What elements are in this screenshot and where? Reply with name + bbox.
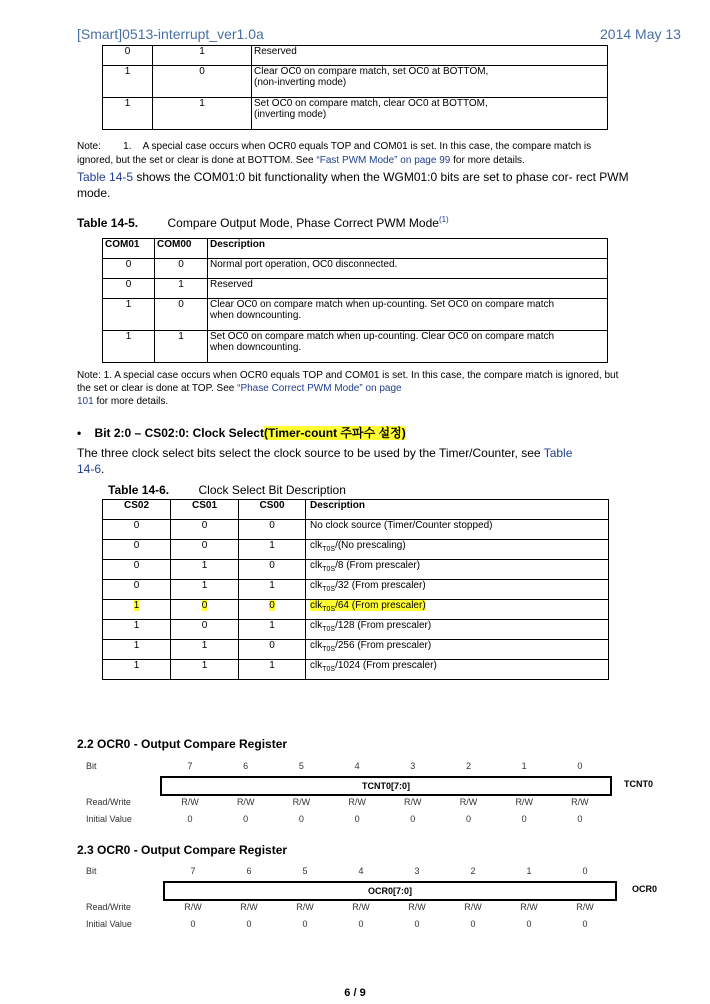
rw-value: R/W [296, 902, 314, 912]
clock-subscript: T0S [322, 546, 336, 553]
cell-text: 1 [269, 660, 275, 671]
bit-number: 3 [410, 761, 416, 771]
table-cell [171, 560, 239, 580]
doc-title: [Smart]0513-interrupt_ver1.0a [77, 26, 264, 42]
clock-text: clk [310, 600, 323, 611]
cell-text: 0 [201, 520, 208, 531]
table-row [103, 331, 608, 363]
heading-text: Bit 2:0 – CS02:0: Clock Select [94, 426, 264, 440]
register-field: OCR0[7:0] [163, 881, 617, 901]
clock-text: /1024 (From prescaler) [335, 660, 437, 671]
cell-text: 0 [269, 560, 275, 571]
register-name: OCR0 [632, 884, 658, 894]
initial-value: 0 [298, 814, 304, 824]
note-text: the set or clear is done at TOP. See [77, 383, 238, 394]
table-cell [239, 640, 306, 660]
cell-text: 0 [269, 640, 275, 651]
rw-value: R/W [459, 797, 478, 807]
bit-number: 7 [187, 761, 193, 771]
table-row [103, 640, 609, 660]
cell-text: 1 [201, 580, 208, 591]
rw-value: R/W [576, 902, 594, 912]
table-row [103, 98, 608, 130]
table-cell [208, 299, 608, 331]
table-row [103, 580, 609, 600]
clock-text: clk [310, 560, 323, 571]
reg2-title: 2.3 OCR0 - Output Compare Register [77, 843, 288, 857]
cell-text: 0 [201, 600, 208, 611]
table-cell [239, 540, 306, 560]
table-row [103, 560, 609, 580]
table-cell [103, 580, 171, 600]
cell-text: 0 [133, 520, 140, 531]
table-label: Table 14-6. [108, 483, 170, 497]
column-header: Description [208, 239, 608, 259]
column-header: COM01 [103, 239, 155, 259]
table-cell [306, 660, 609, 680]
note-text: for more details. [93, 396, 169, 407]
table-cell: 0 [155, 299, 208, 331]
table-cell [306, 620, 609, 640]
table-cell [239, 580, 306, 600]
table-cell [208, 331, 608, 363]
highlighted-note: (Timer-count 주파수 설정) [263, 426, 406, 440]
initial-value: 0 [414, 919, 420, 929]
rw-value: R/W [520, 902, 538, 912]
rw-value: R/W [236, 797, 255, 807]
cell-text [310, 560, 420, 571]
cell-text: Set OC0 on compare match when up-counting. Clear OC0 on compare match [210, 331, 555, 342]
bit-number: 5 [298, 761, 304, 771]
clock-text: /(No prescaling) [335, 540, 406, 551]
table-14-5 [102, 238, 608, 363]
table-cell: 0 [103, 259, 155, 279]
cell-text: 1 [201, 560, 208, 571]
rw-value: R/W [352, 902, 370, 912]
cell-text: when downcounting. [210, 310, 302, 321]
register-field: TCNT0[7:0] [160, 776, 612, 796]
column-header: COM00 [155, 239, 208, 259]
clock-subscript: T0S [322, 566, 336, 573]
table-cell [171, 660, 239, 680]
table-row [103, 299, 608, 331]
cell-text [310, 540, 406, 551]
cell-text: (non-inverting mode) [254, 77, 347, 88]
table-cell [103, 640, 171, 660]
note-number: 1. [123, 141, 132, 152]
initial-value: 0 [410, 814, 416, 824]
table-cell: Normal port operation, OC0 disconnected. [208, 259, 608, 279]
initial-value: 0 [354, 814, 360, 824]
rw-value: R/W [348, 797, 366, 807]
rw-label: Read/Write [86, 797, 131, 807]
table-14-6-link[interactable]: 14-6 [77, 462, 102, 476]
cell-text: 1 [201, 660, 208, 671]
table-row [103, 279, 608, 299]
note-text: Note: 1. A special case occurs when OCR0 equals TOP and COM01 is set. In this case, the compare match is ignored, but [77, 370, 619, 381]
cell-text: Clear OC0 on compare match, set OC0 at BOTTOM, [254, 66, 489, 77]
table-cell: Reserved [208, 279, 608, 299]
initial-value-label: Initial Value [86, 919, 132, 929]
initial-value-label: Initial Value [86, 814, 132, 824]
table-cell [306, 600, 609, 620]
table-cell [103, 600, 171, 620]
note-text: A special case occurs when OCR0 equals TOP and COM01 is set. In this case, the compare match is [142, 141, 592, 152]
table-cell [306, 540, 609, 560]
page-number: 6 / 9 [344, 987, 366, 999]
rw-value: R/W [464, 902, 482, 912]
cell-text: 0 [133, 580, 140, 591]
note-phase-correct [77, 369, 677, 408]
table-cell [171, 640, 239, 660]
table-14-6-link[interactable]: Table [543, 446, 573, 460]
table-cell [171, 580, 239, 600]
column-header: CS00 [239, 500, 306, 520]
table-row [103, 259, 608, 279]
table-cell [171, 520, 239, 540]
table-cell [306, 580, 609, 600]
note-fast-pwm [77, 140, 677, 168]
cell-text: Set OC0 on compare match, clear OC0 at BOTTOM, [254, 98, 488, 109]
clock-text: clk [310, 540, 323, 551]
bit-number: 1 [521, 761, 527, 771]
cell-text: 1 [269, 580, 275, 591]
para-text: . [101, 462, 105, 476]
table-cell [103, 520, 171, 540]
rw-value: R/W [404, 797, 422, 807]
table-cell: 1 [155, 331, 208, 363]
cell-text: when downcounting. [210, 342, 302, 353]
table-cell: 1 [103, 331, 155, 363]
cell-text: 0 [201, 540, 208, 551]
table-cell: 0 [103, 279, 155, 299]
clock-text: clk [310, 660, 323, 671]
table-cell: 1 [155, 279, 208, 299]
bit-number: 0 [582, 866, 588, 876]
cell-text [310, 620, 431, 631]
table-cell [252, 66, 608, 98]
cell-text: Clear OC0 on compare match when up-counting. Set OC0 on compare match [210, 299, 555, 310]
table-top [102, 45, 608, 130]
initial-value: 0 [582, 919, 588, 929]
clock-text: clk [310, 620, 323, 631]
cell-text: 1 [133, 640, 140, 651]
para-table-14-5 [77, 169, 677, 201]
table-cell [239, 620, 306, 640]
clock-text: clk [310, 640, 323, 651]
table-cell [239, 560, 306, 580]
page-101-link[interactable]: 101 [77, 396, 94, 407]
initial-value: 0 [246, 919, 252, 929]
clock-text: /8 (From prescaler) [335, 560, 421, 571]
cell-text [310, 600, 426, 611]
column-header: CS01 [171, 500, 239, 520]
table-row [103, 540, 609, 560]
initial-value: 0 [358, 919, 364, 929]
rw-label: Read/Write [86, 902, 131, 912]
cell-text: 1 [269, 620, 275, 631]
rw-value: R/W [184, 902, 202, 912]
clock-text: /32 (From prescaler) [335, 580, 426, 591]
initial-value: 0 [521, 814, 527, 824]
table-cell: 0 [103, 46, 153, 66]
table-cell: 1 [103, 299, 155, 331]
clock-text: /64 (From prescaler) [335, 600, 426, 611]
table-header-row [103, 500, 609, 520]
bit-number: 6 [243, 761, 249, 771]
clock-subscript: T0S [322, 606, 336, 613]
bit-number: 6 [246, 866, 252, 876]
table-cell [239, 520, 306, 540]
cell-text: 0 [201, 620, 208, 631]
table-cell: 0 [153, 66, 252, 98]
rw-value: R/W [181, 797, 199, 807]
bit-number: 3 [414, 866, 420, 876]
bit-number: 4 [354, 761, 360, 771]
clock-subscript: T0S [322, 666, 336, 673]
table-caption: Clock Select Bit Description [198, 483, 346, 497]
note-text: ignored, but the set or clear is done at BOTTOM. See [77, 155, 317, 166]
phase-correct-link[interactable]: “Phase Correct PWM Mode” on page [237, 383, 402, 394]
cell-text [310, 520, 492, 531]
para-text: mode. [77, 186, 111, 200]
cell-text: 1 [133, 600, 140, 611]
initial-value: 0 [526, 919, 532, 929]
para-clock-select [77, 445, 677, 477]
initial-value: 0 [465, 814, 471, 824]
bit-number: 4 [358, 866, 364, 876]
clock-text: /256 (From prescaler) [335, 640, 432, 651]
column-header: Description [306, 500, 609, 520]
table-row [103, 600, 609, 620]
table-row [103, 620, 609, 640]
table-cell [103, 540, 171, 560]
table-row [103, 66, 608, 98]
clock-select-heading [77, 424, 406, 441]
doc-date: 2014 May 13 [600, 26, 681, 42]
cell-text: 0 [133, 560, 140, 571]
note-label: Note: [77, 141, 101, 152]
table-14-5-link[interactable]: Table 14-5 [77, 170, 134, 184]
table-14-5-caption [77, 215, 449, 230]
bit-number: 0 [577, 761, 583, 771]
rw-value: R/W [292, 797, 311, 807]
table-14-6-caption [108, 483, 346, 497]
table-cell [103, 620, 171, 640]
table-cell [239, 600, 306, 620]
clock-subscript: T0S [322, 646, 336, 653]
rw-value: R/W [240, 902, 258, 912]
initial-value: 0 [470, 919, 476, 929]
initial-value: 0 [187, 814, 193, 824]
reg1-title: 2.2 OCR0 - Output Compare Register [77, 737, 288, 751]
cell-text: 1 [133, 620, 140, 631]
initial-value: 0 [190, 919, 196, 929]
bit-number: 7 [190, 866, 196, 876]
clock-text: clk [310, 580, 323, 591]
table-label: Table 14-5. [77, 216, 139, 230]
note-text: for more details. [450, 155, 525, 166]
para-text: The three clock select bits select the clock source to be used by the Timer/Counter, see [77, 446, 544, 460]
table-cell [306, 520, 609, 540]
clock-text: /128 (From prescaler) [335, 620, 432, 631]
table-cell [252, 98, 608, 130]
table-cell [171, 600, 239, 620]
cell-text: 1 [133, 660, 140, 671]
bit-number: 1 [526, 866, 532, 876]
initial-value: 0 [302, 919, 308, 929]
table-14-6 [102, 499, 609, 680]
initial-value: 0 [577, 814, 583, 824]
cell-text: 0 [269, 520, 275, 531]
cell-text [310, 580, 426, 591]
table-cell: 0 [155, 259, 208, 279]
bit-label: Bit [86, 866, 97, 876]
initial-value: 0 [243, 814, 249, 824]
table-cell [103, 660, 171, 680]
footnote-ref[interactable]: (1) [438, 215, 449, 224]
cell-text: (inverting mode) [254, 109, 327, 120]
register-name: TCNT0 [624, 779, 653, 789]
table-cell [306, 640, 609, 660]
rw-value: R/W [571, 797, 589, 807]
cell-text [310, 640, 431, 651]
bit-number: 2 [465, 761, 471, 771]
table-cell [171, 540, 239, 560]
bit-number: 2 [470, 866, 476, 876]
table-cell [239, 660, 306, 680]
clock-subscript: T0S [322, 586, 336, 593]
table-row [103, 660, 609, 680]
bit-number: 5 [302, 866, 308, 876]
fast-pwm-link[interactable]: “Fast PWM Mode” on page 99 [316, 155, 451, 166]
table-cell: 1 [153, 46, 252, 66]
table-cell [306, 560, 609, 580]
cell-text: 1 [269, 540, 275, 551]
table-cell: 1 [103, 66, 153, 98]
table-caption: Compare Output Mode, Phase Correct PWM Mode [167, 216, 439, 230]
table-row [103, 520, 609, 540]
para-text: shows the COM01:0 bit functionality when the WGM01:0 bits are set to phase cor- rect PWM [133, 170, 629, 184]
clock-subscript: T0S [322, 626, 336, 633]
cell-text: 0 [269, 600, 275, 611]
bit-label: Bit [86, 761, 97, 771]
table-cell: Reserved [252, 46, 608, 66]
table-cell [103, 560, 171, 580]
bullet-icon: • [77, 426, 82, 440]
cell-text [310, 660, 437, 671]
column-header: CS02 [103, 500, 171, 520]
cell-text: 1 [201, 640, 208, 651]
table-cell [171, 620, 239, 640]
clock-text: No clock source (Timer/Counter stopped) [310, 520, 493, 531]
table-row [103, 46, 608, 66]
rw-value: R/W [515, 797, 533, 807]
table-header-row [103, 239, 608, 259]
cell-text: 0 [133, 540, 140, 551]
rw-value: R/W [408, 902, 426, 912]
table-cell: 1 [103, 98, 153, 130]
table-cell: 1 [153, 98, 252, 130]
